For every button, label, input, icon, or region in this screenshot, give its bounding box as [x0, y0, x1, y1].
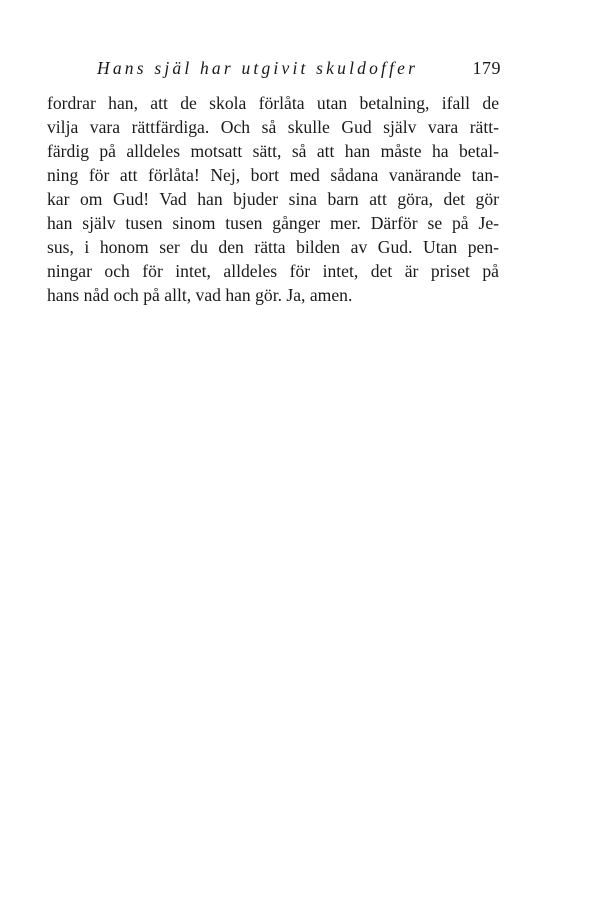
text-line: färdig på alldeles motsatt sätt, så att han måste ha betal- — [47, 141, 499, 161]
text-line: vilja vara rättfärdiga. Och så skulle Gud själv vara rätt- — [47, 117, 499, 137]
text-line: kar om Gud! Vad han bjuder sina barn att göra, det gör — [47, 189, 499, 209]
text-line: ning för att förlåta! Nej, bort med sådana vanärande tan- — [47, 165, 499, 185]
text-line: sus, i honom ser du den rätta bilden av Gud. Utan pen- — [47, 237, 499, 257]
text-line: hans nåd och på allt, vad han gör. Ja, amen. — [47, 285, 353, 305]
text-line: han själv tusen sinom tusen gånger mer. Därför se på Je- — [47, 213, 499, 233]
body-text — [47, 91, 499, 307]
running-title: Hans själ har utgivit skuldoffer — [97, 58, 419, 78]
text-line: fordrar han, att de skola förlåta utan betalning, ifall de — [47, 93, 499, 113]
page-number: 179 — [472, 58, 501, 78]
running-header — [97, 58, 501, 86]
text-line: ningar och för intet, alldeles för intet, det är priset på — [47, 261, 499, 281]
